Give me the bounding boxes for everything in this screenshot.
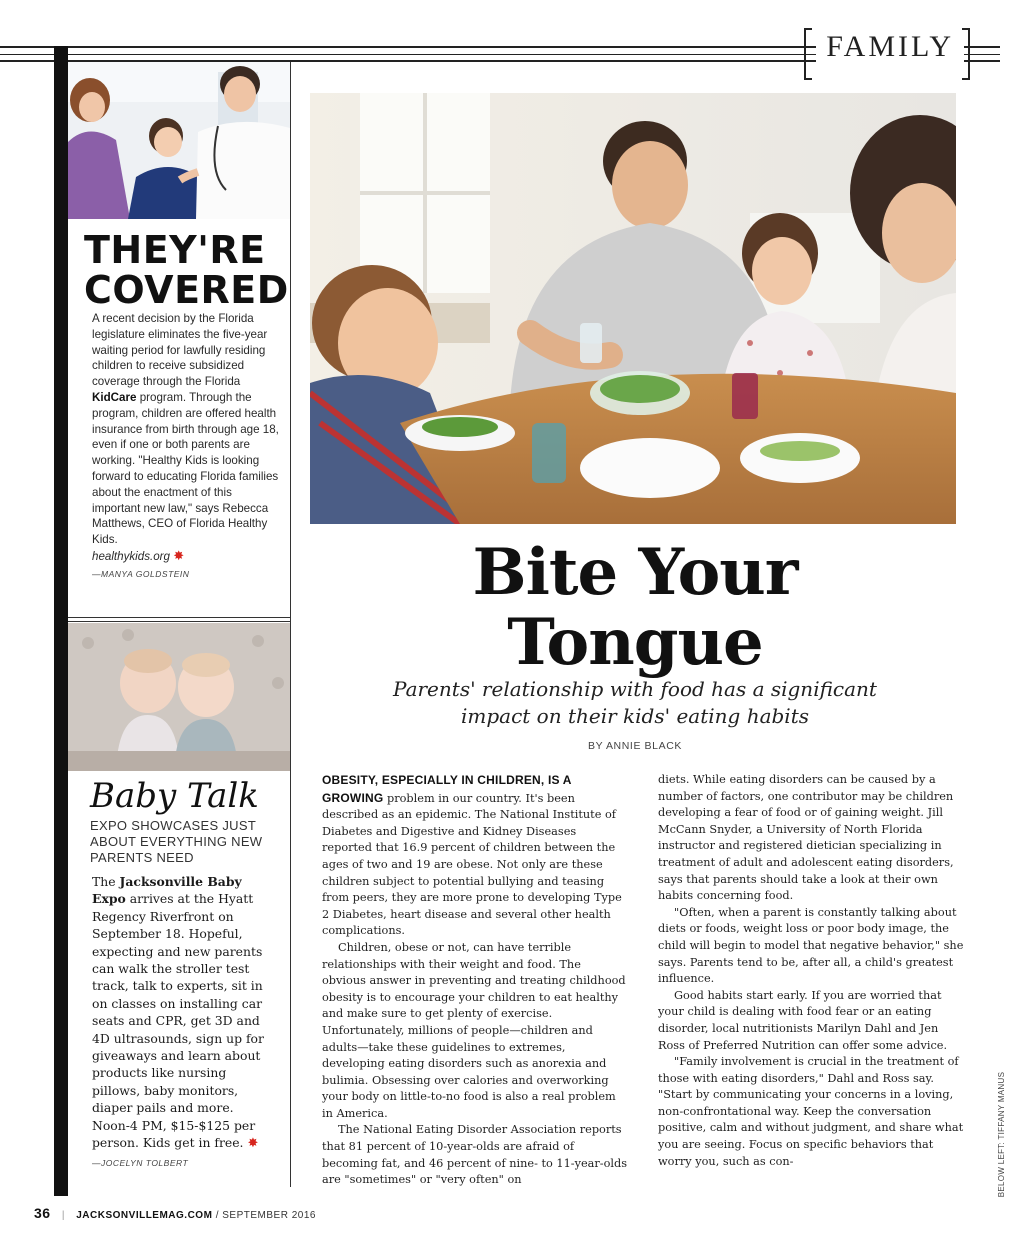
- deck-line2: impact on their kids' eating habits: [460, 704, 809, 728]
- covered-body: [92, 311, 282, 583]
- star-icon: ✸: [173, 547, 185, 563]
- baby-talk-title: Baby Talk: [90, 776, 259, 816]
- article-column-2: [658, 772, 964, 1170]
- healthykids-link[interactable]: healthykids.org: [92, 549, 170, 563]
- kidcare-bold: KidCare: [92, 390, 137, 404]
- col2-paragraph-4: "Family involvement is crucial in the treatment of those with eating disorders," Dahl and Ross say. "Start by communicating your concerns in a loving, non-confrontational way. Keep the conversation positive, calm and without judgment, and share what you are seeing. Focus on specific behaviors that worry you, such as con-: [658, 1055, 964, 1168]
- baby-credit: —JOCELYN TOLBERT: [92, 1157, 189, 1168]
- article-headline: [310, 535, 960, 680]
- col1-paragraph-2: Children, obese or not, can have terrible relationships with their weight and food. The obvious answer in preventing and treating childhood obesity is to encourage your children to eat healthy and make sure to get plenty of exercise. Unfortunately, millions of people—children and adults—take these guidelines to extremes, developing eating disorders such as anorexia and bulimia. Obsessing over calories and overworking your body on little-to-no food is also a real problem in America.: [322, 940, 626, 1120]
- deck-line1: Parents' relationship with food has a significant: [393, 677, 877, 701]
- covered-title-line1: THEY'RE: [84, 228, 266, 272]
- footer-site[interactable]: JACKSONVILLEMAG.COM: [76, 1210, 213, 1221]
- baby-body-text-2: arrives at the Hyatt Regency Riverfront on September 18. Hopeful, expecting and new parents can walk the stroller test track, talk to experts, sit in on classes on installing car seats and CPR, get 3D and 4D ultrasounds, sign up for giveaways and learn about products like nursing pillows, baby monitors, diaper pails and more. Noon-4 PM, $15-$125 per person. Kids get in free.: [92, 891, 264, 1151]
- headline-line2: Tongue: [507, 605, 763, 680]
- covered-body-text-2: program. Through the program, children are offered health insurance from birth through age 18, even if one or both parents are working. "Healthy Kids is looking forward to educating Florida families about the enactment of this important new law," says Rebecca Matthews, CEO of Florida Healthy Kids.: [92, 390, 279, 547]
- col1-paragraph-3: The National Eating Disorder Association reports that 81 percent of 10-year-olds are afraid of becoming fat, and 46 percent of nine- to 11-year-olds are "sometimes" or "very often" on: [322, 1123, 628, 1187]
- article-deck: [310, 676, 960, 730]
- col2-paragraph-3: Good habits start early. If you are worried that your child is dealing with food fear or an eating disorder, local nutritionists Marilyn Dahl and Jen Ross of Preferred Nutrition can offer some advice.: [658, 988, 948, 1052]
- footer-divider: |: [61, 1210, 65, 1221]
- babies-photo: [68, 623, 290, 771]
- lead-in: OBESITY, ESPECIALLY IN CHILDREN, IS A GROWING: [322, 773, 572, 805]
- baby-talk-subtitle: EXPO SHOWCASES JUST ABOUT EVERYTHING NEW PARENTS NEED: [90, 818, 263, 865]
- section-tag: FAMILY: [816, 30, 964, 64]
- covered-title: [84, 230, 289, 310]
- col1-paragraph-1: [322, 772, 628, 940]
- section-bracket-left: [804, 28, 812, 80]
- covered-title-line2: COVERED: [84, 268, 289, 312]
- sidebar-box-rule-1: [68, 617, 290, 618]
- covered-credit: —MANYA GOLDSTEIN: [92, 568, 190, 579]
- sidebar-box-rule-2: [68, 621, 290, 622]
- article-byline: BY ANNIE BLACK: [588, 740, 682, 752]
- baby-expo-bold: Jacksonville Baby Expo: [92, 874, 242, 907]
- photo-credit: [985, 1071, 1007, 1198]
- page-number: 36: [34, 1205, 51, 1221]
- left-accent-bar: [54, 46, 68, 1196]
- section-bracket-right: [962, 28, 970, 80]
- headline-line1: Bite Your: [472, 535, 798, 610]
- article-column-1: [322, 772, 628, 1189]
- photo-credit-text: BELOW LEFT: TIFFANY MANUS: [997, 1071, 1007, 1198]
- col2-paragraph-2: "Often, when a parent is constantly talking about diets or foods, weight loss or poor body image, the child will begin to model that negative behavior," she says. Parents tend to be, after all, a child's greatest influence.: [658, 905, 964, 986]
- page-footer: [34, 1205, 316, 1221]
- doctor-child-photo: [68, 62, 290, 219]
- baby-talk-body: [92, 873, 272, 1172]
- col1-p1-rest: problem in our country. It's been described as an epidemic. The National Institute of Diabetes and Digestive and Kidney Diseases reported that 16.9 percent of children between the ages of two and 19 are obese. Not only are these children subject to potential bullying and teasing from peers, they are more prone to developing Type 2 Diabetes, heart disease and several other health complications.: [322, 791, 622, 938]
- family-dinner-photo: [310, 93, 956, 524]
- footer-issue: / SEPTEMBER 2016: [215, 1210, 316, 1221]
- covered-body-text-1: A recent decision by the Florida legislature eliminates the five-year waiting period for lawfully residing children to receive subsidized coverage through the Florida: [92, 312, 268, 389]
- baby-body-text-1: The: [92, 874, 120, 889]
- col2-paragraph-1: diets. While eating disorders can be caused by a number of factors, one contributor may be children developing a fear of food or of gaining weight. Jill McCann Snyder, a University of North Florida instructor and registered dietician specializing in treatment of adult and adolescent eating disorders, says that parents should take a look at their own habits concerning food.: [658, 773, 954, 903]
- star-icon: ✸: [247, 1136, 259, 1152]
- column-divider: [290, 62, 291, 1187]
